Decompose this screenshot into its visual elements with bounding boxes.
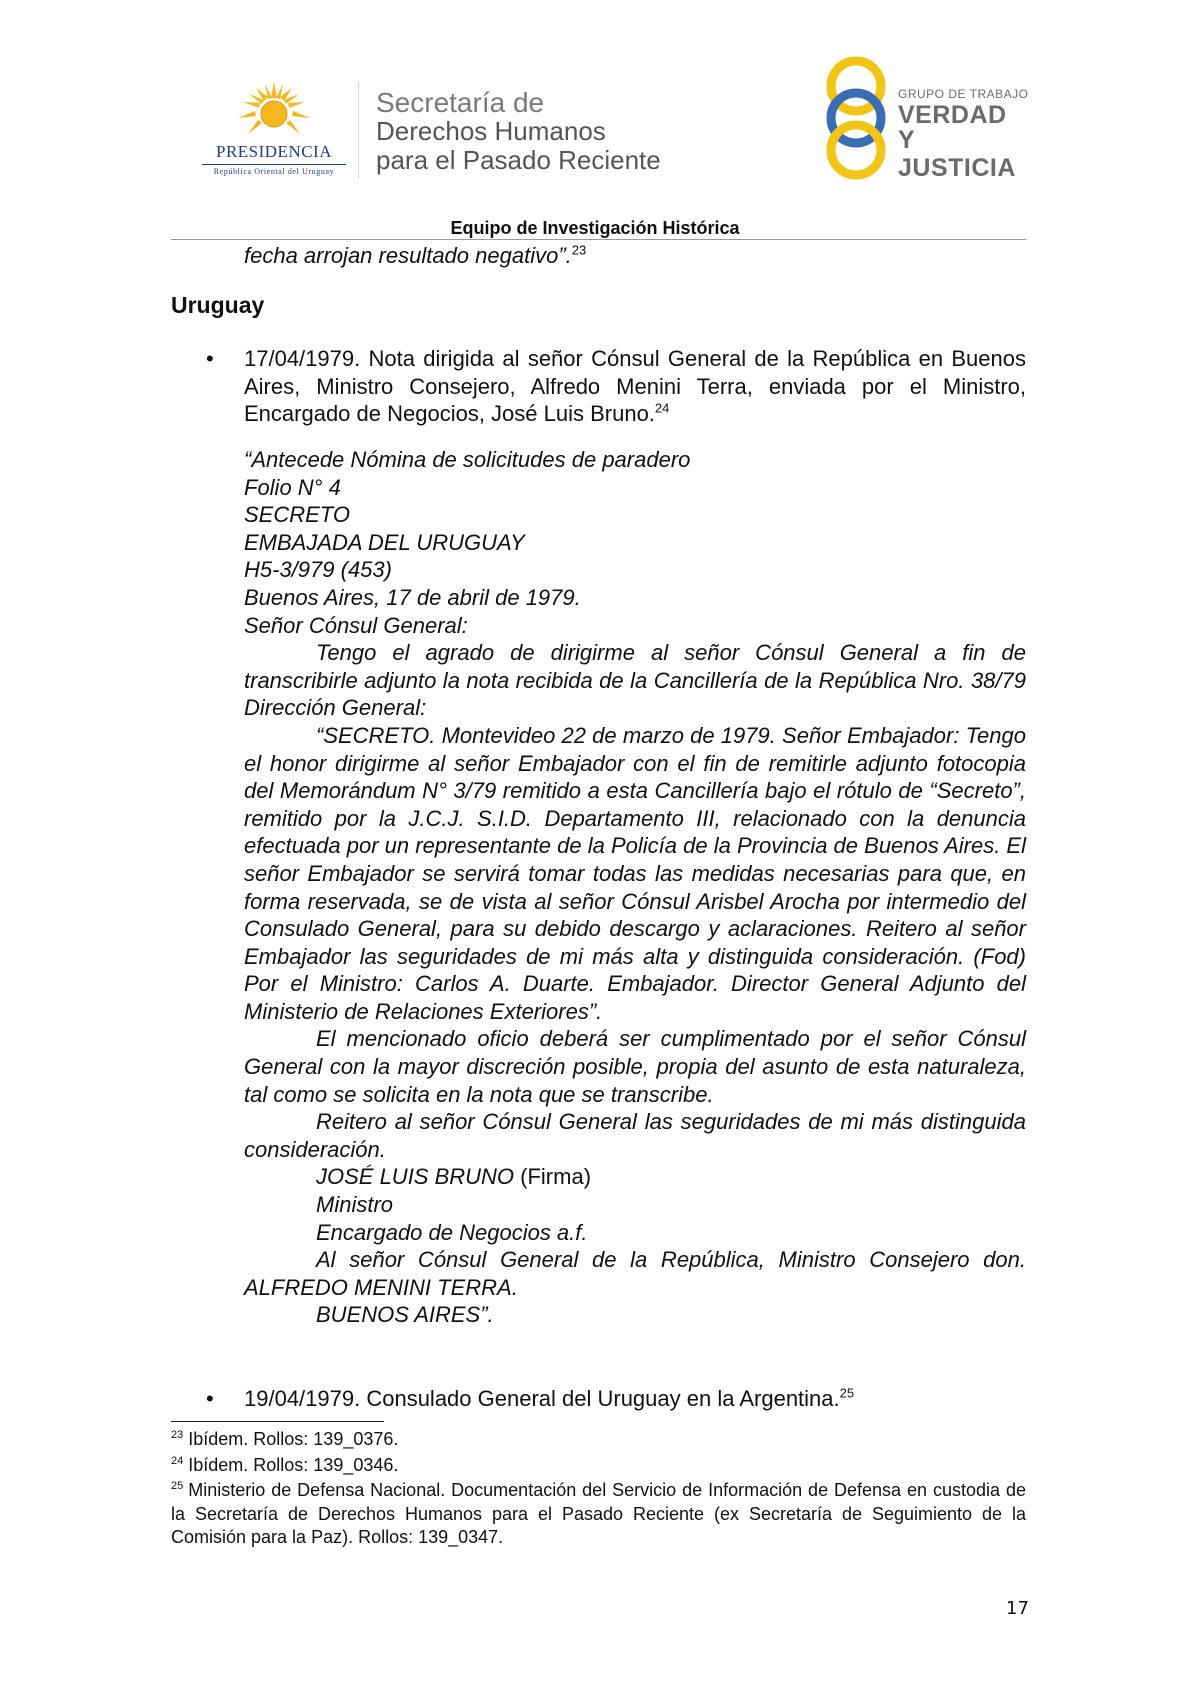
footnote-number: 23: [171, 1429, 184, 1441]
secretaria-line-2: Derechos Humanos: [376, 116, 606, 146]
continuation-line: fecha arrojan resultado negativo”.: [244, 243, 572, 268]
header-rule: [171, 239, 1026, 240]
signature-name: JOSÉ LUIS BRUNO: [316, 1164, 515, 1190]
signature-line: [244, 1163, 1026, 1191]
header-divider: [358, 82, 359, 178]
quote-paragraph: [244, 1246, 1026, 1301]
list-item-2: [244, 1385, 1026, 1413]
secretaria-title: [376, 88, 661, 175]
signature-title-1: Ministro: [316, 1192, 394, 1218]
section-heading: Uruguay: [171, 292, 265, 318]
continuation-text: [244, 242, 586, 270]
page-number: 17: [1006, 1598, 1029, 1619]
quote-paragraph-text: El mencionado oficio deberá ser cumplimentado por el señor Cónsul General con la mayor discreción posible, propia del asunto de esta naturaleza, tal como se solicita en la nota que se transcribe.: [244, 1026, 1026, 1107]
quote-paragraph: [244, 722, 1026, 1026]
quote-line: Señor Cónsul General:: [244, 612, 468, 638]
presidencia-name: PRESIDENCIA: [215, 142, 332, 161]
quote-paragraph: [244, 1025, 1026, 1108]
quote-paragraph-text: Reitero al señor Cónsul General las seguridades de mi más distinguida consideración.: [244, 1109, 1026, 1162]
presidencia-divider: [202, 164, 346, 165]
quote-line: “Antecede Nómina de solicitudes de paradero: [244, 447, 691, 472]
sun-emblem-icon: [234, 80, 314, 144]
verdad-justicia-rings-icon: [820, 56, 896, 181]
vj-line-3: JUSTICIA: [898, 154, 1016, 182]
footnote: [171, 1454, 1026, 1478]
quote-paragraph: [244, 1108, 1026, 1163]
footnote-separator: [171, 1421, 384, 1422]
signature-title-2: Encargado de Negocios a.f.: [316, 1219, 588, 1245]
presidencia-logo: [196, 80, 352, 180]
signature-note: (Firma): [514, 1164, 592, 1190]
quote-paragraph-text: Al señor Cónsul General de la República, Ministro Consejero don. ALFREDO MENINI TERRA.: [244, 1247, 1026, 1300]
footnote-text: Ibídem. Rollos: 139_0346.: [188, 1455, 399, 1475]
list-item-1: [244, 345, 1026, 428]
footnote-number: 24: [171, 1455, 184, 1467]
footnote-text: Ministerio de Defensa Nacional. Documentación del Servicio de Información de Defensa en custodia de la Secretaría de Derechos Humanos para el Pasado Reciente (ex Secretaría de Seguimiento de la Comisión para la Paz). Rollos: 139_0347.: [171, 1480, 1026, 1547]
footnote: [171, 1428, 1026, 1452]
quote-paragraph-text: “SECRETO. Montevideo 22 de marzo de 1979. Señor Embajador: Tengo el honor dirigirme al señor Embajador con el fin de remitirle adjunto fotocopia del Memorándum N° 3/79 remitido a esta Cancillería bajo el rótulo de “Secreto”, remitido por la J.C.J. S.I.D. Departamento III, relacionado con la denuncia efectuada por un representante de la Policía de la Provincia de Buenos Aires. El señor Embajador se servirá tomar todas las medidas necesarias para que, en forma reservada, se de vista al señor Cónsul Arisbel Arocha por intermedio del Consulado General, para su debido descargo y aclaraciones. Reitero al señor Embajador las seguridades de mi más alta y distinguida consideración. (Fod) Por el Ministro: Carlos A. Duarte. Embajador. Director General Adjunto del Ministerio de Relaciones Exteriores”.: [244, 722, 1026, 1024]
quote-paragraph: [244, 639, 1026, 722]
quote-line: H5-3/979 (453): [244, 557, 392, 583]
vj-line-2: VERDAD Y: [898, 101, 1007, 154]
bullet-marker: •: [206, 1386, 214, 1411]
footnote-ref-24: 24: [654, 400, 670, 416]
footnote-ref-25: 25: [839, 1385, 855, 1401]
verdad-justicia-logo: [820, 56, 1030, 181]
footnote-number: 25: [171, 1480, 184, 1492]
secretaria-line-1: Secretaría de: [376, 87, 545, 118]
footnote-text: Ibídem. Rollos: 139_0376.: [188, 1429, 399, 1449]
team-title: Equipo de Investigación Histórica: [450, 218, 740, 238]
quote-paragraph-text: Tengo el agrado de dirigirme al señor Cónsul General a fin de transcribirle adjunto la nota recibida de la Cancillería de la República Nro. 38/79 Dirección General:: [244, 640, 1026, 721]
footnote: [171, 1479, 1026, 1550]
quote-closing: BUENOS AIRES”.: [316, 1302, 494, 1328]
footnote-ref-23: 23: [571, 242, 587, 258]
quote-line: Buenos Aires, 17 de abril de 1979.: [244, 584, 581, 610]
vj-line-1: GRUPO DE TRABAJO: [898, 87, 1029, 101]
quoted-document: [244, 446, 1026, 1329]
presidencia-subtitle: República Oriental del Uruguay: [213, 167, 335, 176]
list-item-2-text: 19/04/1979. Consulado General del Uruguay en la Argentina.: [244, 1386, 840, 1411]
list-item-1-text: 17/04/1979. Nota dirigida al señor Cónsul General de la República en Buenos Aires, Ministro Consejero, Alfredo Menini Terra, enviada por el Ministro, Encargado de Negocios, José Luis Bruno.: [244, 346, 1026, 427]
secretaria-line-3: para el Pasado Reciente: [376, 145, 661, 175]
quote-line: EMBAJADA DEL URUGUAY: [244, 529, 525, 555]
bullet-marker: •: [206, 346, 214, 371]
quote-line: Folio N° 4: [244, 474, 341, 500]
quote-line: SECRETO: [244, 502, 350, 528]
